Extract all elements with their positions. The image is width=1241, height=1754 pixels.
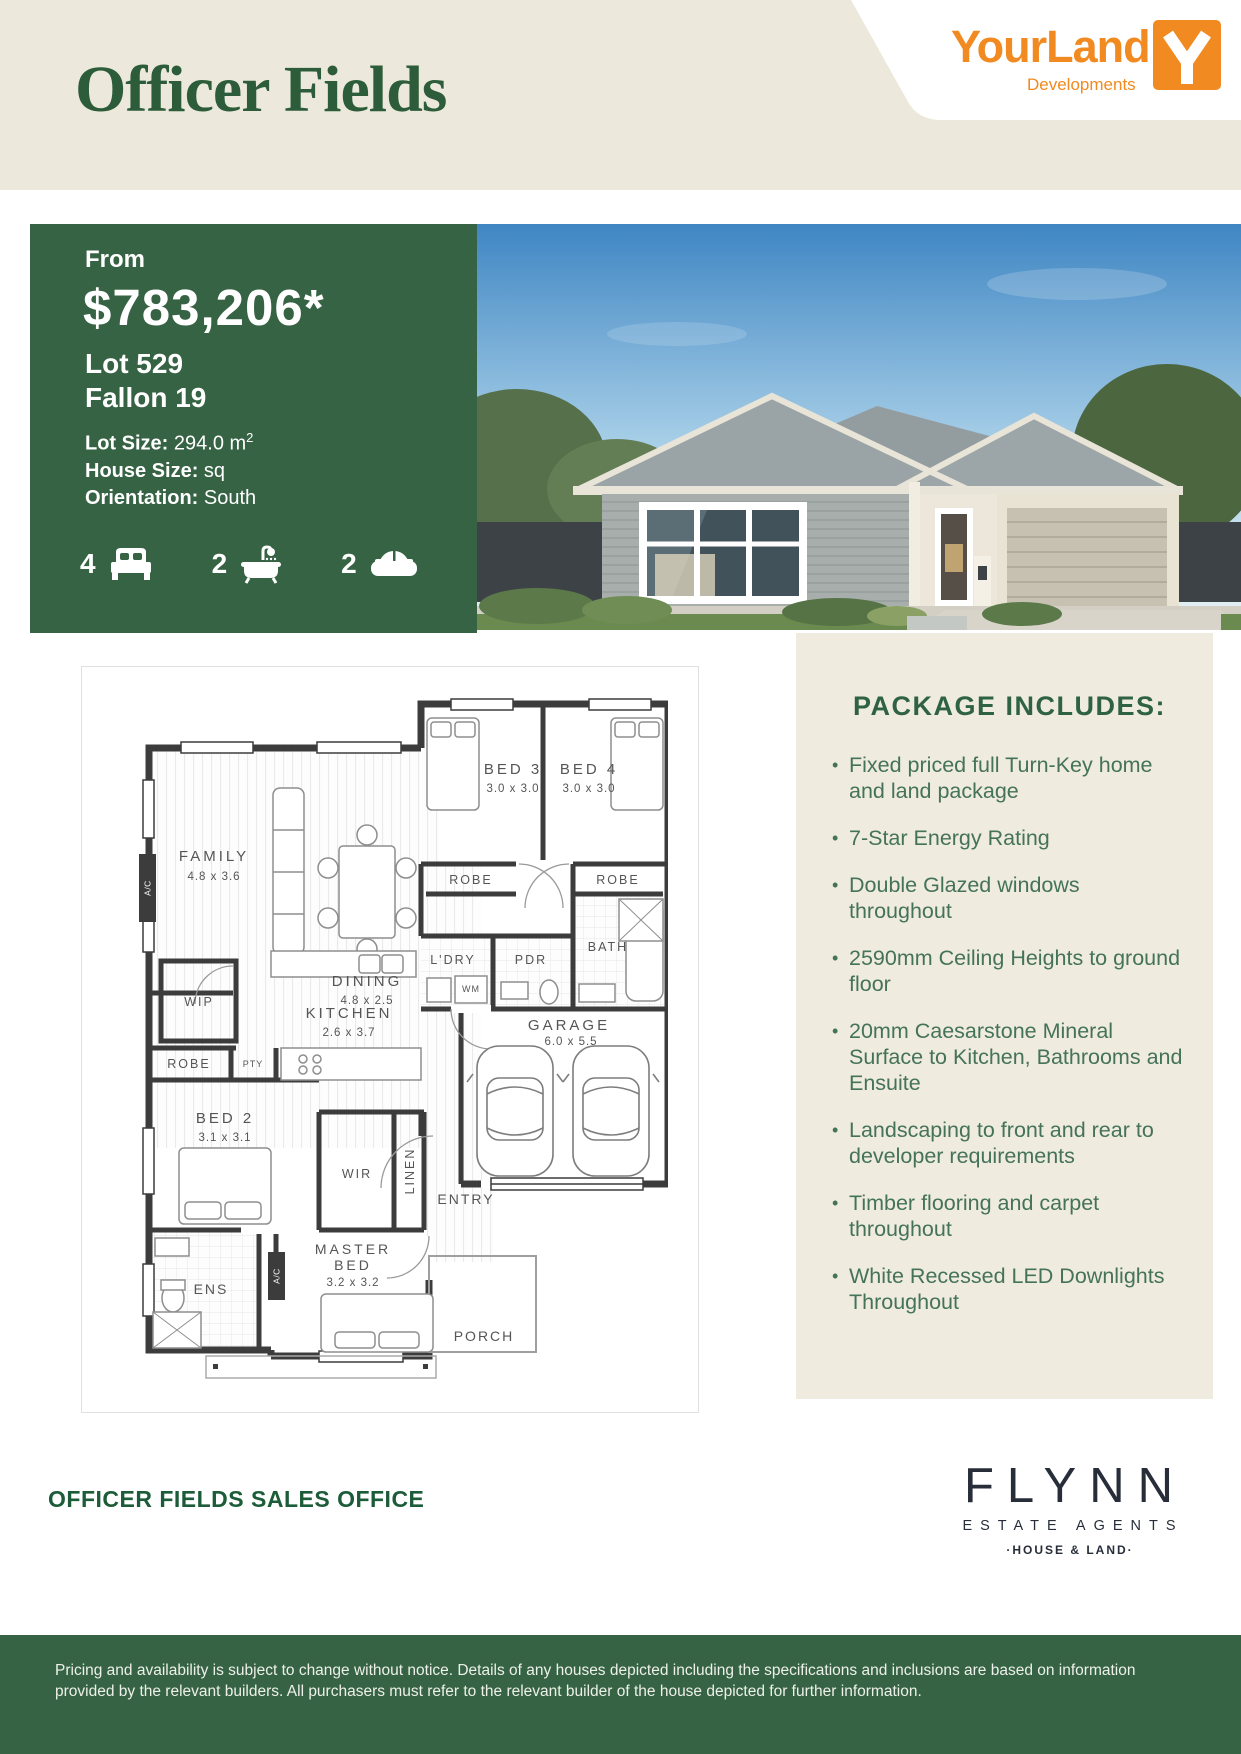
page-title: Officer Fields (75, 53, 447, 126)
room-bed4-dims: 3.0 x 3.0 (562, 783, 616, 795)
sales-office-heading: OFFICER FIELDS SALES OFFICE (48, 1486, 425, 1512)
package-panel (796, 633, 1213, 1399)
orientation-label: Orientation: (85, 486, 199, 509)
room-garage-dims: 6.0 x 5.5 (544, 1036, 598, 1048)
package-item: • Timber flooring and carpet throughout (832, 1190, 1187, 1242)
package-item: • Landscaping to front and rear to developer requirements (832, 1117, 1187, 1169)
lot-number: Lot 529 (85, 348, 184, 379)
room-dining: DINING (331, 973, 403, 990)
label-robe3: ROBE (449, 873, 493, 887)
label-ens: ENS (193, 1281, 229, 1297)
cars-count: 2 (341, 548, 357, 579)
label-wm: WM (462, 984, 480, 994)
label-bath: BATH (587, 940, 629, 954)
package-item: • 7-Star Energy Rating (832, 825, 1187, 851)
house-size-label: House Size: (85, 459, 199, 482)
car-icon (369, 546, 419, 582)
room-bed4: BED 4 (559, 761, 619, 778)
room-family: FAMILY (178, 848, 250, 865)
room-bed3-dims: 3.0 x 3.0 (486, 783, 540, 795)
label-wip: WIP (184, 995, 214, 1009)
house-name: Fallon 19 (85, 382, 207, 413)
feature-icons-row (80, 544, 453, 584)
room-dining-dims: 4.8 x 2.5 (340, 995, 394, 1007)
price-card (30, 224, 477, 633)
label-entry: ENTRY (437, 1191, 495, 1207)
yourland-sub: Developments (1027, 75, 1136, 94)
package-item: • 20mm Caesarstone Mineral Surface to Kitchen, Bathrooms and Ensuite (832, 1018, 1187, 1096)
room-bed3: BED 3 (483, 761, 543, 778)
floorplan-card (81, 666, 699, 1413)
baths-count: 2 (211, 548, 228, 579)
room-master1: MASTER (314, 1241, 392, 1257)
orientation-row (85, 485, 256, 512)
label-porch: PORCH (453, 1328, 515, 1344)
room-master-dims: 3.2 x 3.2 (326, 1277, 380, 1289)
label-pty: PTY (242, 1059, 264, 1069)
flynn-estate-agents: ESTATE AGENTS (962, 1518, 1184, 1534)
package-title: PACKAGE INCLUDES: (852, 691, 1166, 721)
room-garage: GARAGE (527, 1017, 611, 1034)
package-item: • 2590mm Ceiling Heights to ground floor (832, 945, 1187, 997)
house-size-value: sq (198, 459, 226, 482)
price-value: $783,206* (83, 279, 325, 336)
beds-count: 4 (80, 548, 96, 579)
ac-label: A/C (142, 880, 153, 896)
house-size-row (85, 458, 256, 485)
lot-size-label: Lot Size: (85, 432, 169, 455)
lot-size-value: 294.0 m (168, 432, 247, 455)
bed-icon (108, 546, 154, 582)
spec-list (85, 424, 256, 512)
yourland-wordmark: YourLand (951, 21, 1150, 72)
label-linen: LINEN (403, 1147, 417, 1195)
flynn-house-land: ·HOUSE & LAND· (1006, 1543, 1134, 1557)
cars-feature (341, 546, 419, 582)
header-band (0, 0, 1241, 190)
bath-icon (239, 544, 283, 584)
room-kitchen: KITCHEN (305, 1005, 393, 1022)
room-kitchen-dims: 2.6 x 3.7 (322, 1027, 376, 1039)
beds-feature (80, 546, 154, 582)
lot-size-row (85, 424, 256, 458)
label-pdr: PDR (514, 953, 548, 967)
yourland-logo (841, 0, 1241, 128)
price-from-label: From (85, 246, 145, 273)
flynn-logo (930, 1458, 1210, 1557)
label-robe4: ROBE (596, 873, 640, 887)
package-list (832, 752, 1187, 1315)
room-family-dims: 4.8 x 3.6 (187, 871, 241, 883)
baths-feature (212, 544, 284, 584)
package-item: • Double Glazed windows throughout (832, 872, 1187, 924)
footer-band (0, 1635, 1241, 1754)
ac-label-2: A/C (271, 1268, 282, 1284)
orientation-value: South (198, 486, 257, 509)
room-bed2: BED 2 (195, 1110, 255, 1127)
floorplan-drawing (121, 696, 668, 1386)
package-item: • Fixed priced full Turn-Key home and land package (832, 752, 1187, 804)
label-wir: WIR (341, 1167, 373, 1181)
package-item: • White Recessed LED Downlights Throughout (832, 1263, 1187, 1315)
label-robe2: ROBE (167, 1057, 211, 1071)
lot-size-sup: 2 (246, 430, 254, 445)
label-ldry: L'DRY (430, 953, 476, 967)
room-bed2-dims: 3.1 x 3.1 (198, 1132, 252, 1144)
house-photo (477, 224, 1241, 630)
room-master2: BED (334, 1257, 372, 1273)
disclaimer-text: Pricing and availability is subject to change without notice. Details of any houses depicted including the specifications and inclusions are based on information provided by the relevant builders. All purchasers must refer to the relevant builder of the house depicted for further information. (55, 1662, 1136, 1700)
flynn-wordmark: FLYNN (963, 1459, 1186, 1513)
